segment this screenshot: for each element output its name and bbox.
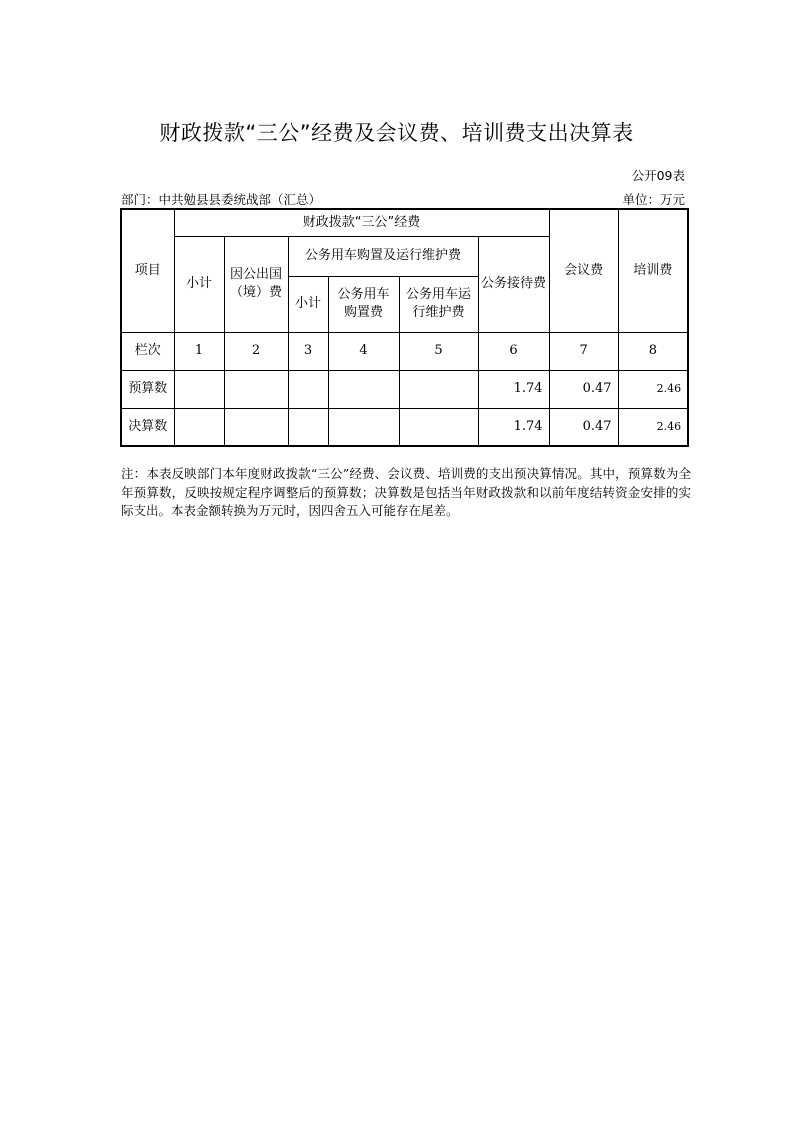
column-number-1: 1 [174,332,224,370]
final-meeting: 0.47 [549,408,618,446]
column-number-2: 2 [224,332,288,370]
header-vehicle-operation: 公务用车运行维护费 [399,276,478,332]
final-vehicle-purchase [328,408,399,446]
header-vehicle-purchase: 公务用车购置费 [328,276,399,332]
header-subtotal: 小计 [174,236,224,332]
final-vehicle-operation [399,408,478,446]
row-label-budget: 预算数 [121,370,174,408]
column-number-4: 4 [328,332,399,370]
budget-meeting: 0.47 [549,370,618,408]
column-number-6: 6 [478,332,549,370]
final-training: 2.46 [618,408,688,446]
header-overseas: 因公出国（境）费 [224,236,288,332]
table-row [121,370,688,408]
header-meeting: 会议费 [549,209,618,332]
column-number-3: 3 [288,332,328,370]
budget-subtotal [174,370,224,408]
budget-overseas [224,370,288,408]
header-vehicle-group: 公务用车购置及运行维护费 [288,236,478,276]
row-label-final: 决算数 [121,408,174,446]
final-subtotal [174,408,224,446]
page-title: 财政拨款“三公”经费及会议费、培训费支出决算表 [159,121,634,145]
budget-vehicle-purchase [328,370,399,408]
final-vehicle-subtotal [288,408,328,446]
unit-label: 单位：万元 [622,192,685,207]
column-number-label: 栏次 [121,332,174,370]
budget-vehicle-subtotal [288,370,328,408]
budget-vehicle-operation [399,370,478,408]
budget-reception: 1.74 [478,370,549,408]
expenditure-table [120,208,689,447]
header-three-public-group: 财政拨款“三公”经费 [174,209,549,236]
header-reception: 公务接待费 [478,236,549,332]
header-training: 培训费 [618,209,688,332]
final-reception: 1.74 [478,408,549,446]
column-number-8: 8 [618,332,688,370]
final-overseas [224,408,288,446]
footnote: 注：本表反映部门本年度财政拨款“三公”经费、会议费、培训费的支出预决算情况。其中，预算数为全年预算数，反映按规定程序调整后的预算数；决算数是包括当年财政拨款和以前年度结转资金安排的实际支出。本表金额转换为万元时，因四舍五入可能存在尾差。 [121,466,691,518]
header-vehicle-subtotal: 小计 [288,276,328,332]
column-number-7: 7 [549,332,618,370]
table-row [121,408,688,446]
department-label: 部门：中共勉县县委统战部（汇总） [121,192,322,207]
form-code: 公开09表 [631,168,685,183]
budget-training: 2.46 [618,370,688,408]
header-item: 项目 [121,209,174,332]
column-number-5: 5 [399,332,478,370]
